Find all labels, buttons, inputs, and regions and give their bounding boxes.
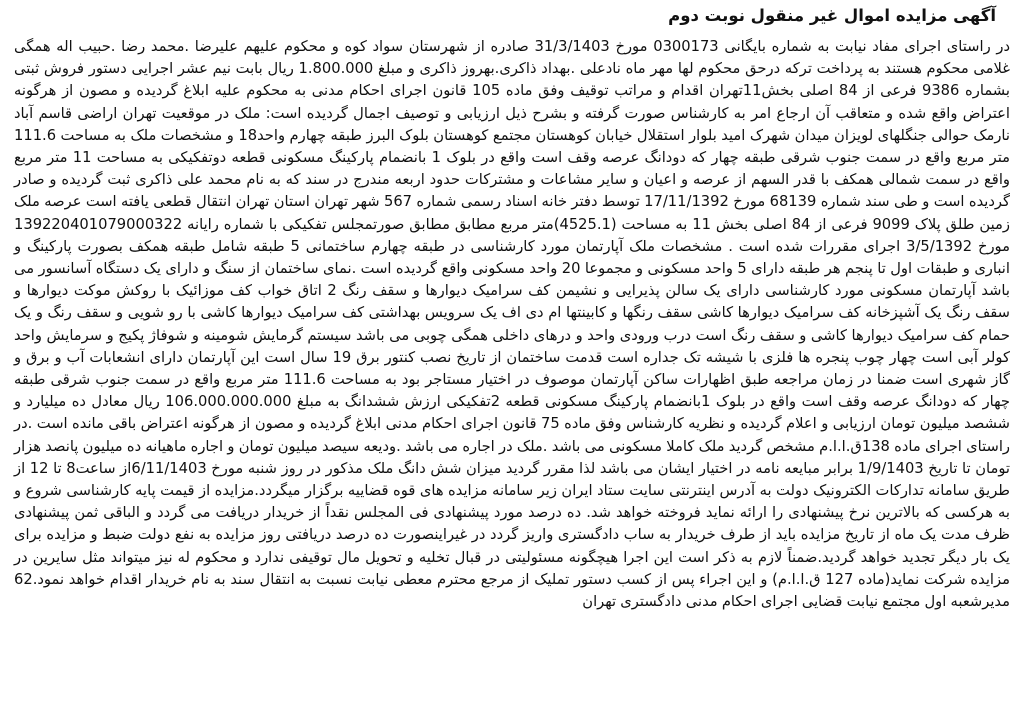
notice-body — [14, 36, 1010, 613]
notice-title: آگهی مزایده اموال غیر منقول نوبت دوم — [668, 6, 996, 25]
notice-body-paragraph: در راستای اجرای مفاد نیابت به شماره بایگانی 0300173 مورخ 31/3/1403 صادره از شهرستان سواد کوه و محکوم علیهم علیرضا .محمد رضا .حبیب اله همگی غلامی محکوم هستند به پرداخت ترکه درحق محکوم لها مهر ماه نادعلی .بهداد ذاکری.بهروز ذاکری و مبلغ 1.800.000 ریال بابت نیم عشر اجرایی دستور فروش ثبتی بشماره 9386 فرعی از 84 اصلی بخش11تهران اقدام و مراتب توقیف وفق ماده 105 قانون اجرای احکام مدنی به محکوم علیه ابلاغ گردیده و مصون از هرگونه اعتراض واقع شده و متعاقب آن ارجاع امر به کارشناس صورت گرفته و بشرح ذیل ارزیابی و توصیف اجمال گردیده است: ملک در موقعیت تهران اراضی قاسم آباد نارمک حوالی جنگلهای لویزان میدان شهرک امید بلوار استقلال خیابان کوهستان مجتمع کوهستان بلوک البرز طبقه چهارم واحد18 و مشخصات ملک به مساحت 111.6 متر مربع واقع در سمت جنوب شرقی طبقه چهار که دودانگ عرصه وقف است واقع در بلوک 1 بانضمام پارکینگ مسکونی قطعه دوتفکیکی به مساحت 11 متر مربع واقع در سمت شمالی همکف با قدر السهم از عرصه و اعیان و سایر مشاعات و مشترکات حدود اربعه مندرج در سند که به نام محمد علی ذاکری ثبت گردیده و صادر گردیده است و طی سند شماره 68139 مورخ 17/11/1392 توسط دفتر خانه اسناد رسمی شماره 567 شهر تهران استان تهران انتقال قطعی یافته است عرصه ملک زمین طلق پلاک 9099 فرعی از 84 اصلی بخش 11 به مساحت (4525.1)متر مربع مطابق مطابق صورتمجلس تفکیکی با شماره رایانه 139220401079000322 مورخ 3/5/1392 اجرای مقررات شده است . مشخصات ملک آپارتمان مورد کارشناسی در طبقه چهارم ساختمانی 5 طبقه شامل طبقه همکف بصورت پارکینگ و انباری و طبقات اول تا پنجم هر طبقه دارای 5 واحد مسکونی و مجموعا 20 واحد مسکونی واقع گردیده است .نمای ساختمان از سنگ و دارای یک دستگاه آسانسور می باشد آپارتمان مسکونی مورد کارشناسی دارای یک سالن پذیرایی و نشیمن کف سرامیک دیوارها و سقف رنگ 2 اتاق خواب کف موزائیک با روکش موکت دیوارها و سقف رنگ یک آشپزخانه کف سرامیک دیوارها کاشی سقف رنگها و کابینتها ام دی اف یک سرویس بهداشتی کف سرامیک دیوارها کاشی با رو شویی و سقف رنگ و یک حمام کف سرامیک دیوارها کاشی و سقف رنگ است درب ورودی واحد و درهای داخلی همگی چوبی می باشد سیستم گرمایش شومینه و شوفاژ پکیج و سرمایش واحد کولر آبی است چهار چوب پنجره ها فلزی با شیشه تک جداره است قدمت ساختمان از تاریخ نصب کنتور برق 19 سال است این آپارتمان دارای انشعابات آب و برق و گاز شهری است ضمنا در زمان مراجعه طبق اظهارات ساکن آپارتمان موصوف در اختیار مستاجر بود به مساحت 111.6 متر مربع واقع در سمت جنوب شرقی طبقه چهار که دودانگ عرصه وقف است واقع در بلوک 1بانضمام پارکینگ مسکونی قطعه 2تفکیکی ارزش ششدانگ به مبلغ 106.000.000.000 ریال معادل ده میلیارد و ششصد میلیون تومان ارزیابی و اعلام گردیده و نظریه کارشناس وفق ماده 75 قانون اجرای احکام مدنی ابلاغ گردیده و مصون از هرگونه اعتراض باقی مانده است .در راستای اجرای ماده 138ق.ا.ا.م مشخص گردید ملک کاملا مسکونی می باشد .ملک در اجاره می باشد .ودیعه سیصد میلیون تومان و اجاره ماهیانه ده میلیون پانصد هزار تومان تا تاریخ 1/9/1403 برابر مبایعه نامه در اختیار ایشان می باشد لذا مقرر گردید میزان شش دانگ ملک مذکور در روز شنبه مورخ 6/11/1403از ساعت8 تا 12 از طریق سامانه تدارکات الکترونیک دولت به آدرس اینترنتی سایت ستاد ایران زیر سامانه مزایده های قوه قضاییه برگزار میگردد.مزایده از قیمت پایه کارشناسی شروع و به هرکسی که بالاترین نرخ پیشنهادی را ارائه نماید فروخته خواهد شد. ده درصد مورد پیشنهادی فی المجلس نقداً از خریدار دریافت می گردد و الباقی ثمن پیشنهادی ظرف مدت یک ماه از تاریخ مزایده باید از طرف خریدار به ساب دادگستری واریز گردد در غیراینصورت ده درصد دریافتی روز مزایده به نفع دولت ضبط و مزایده برای یک بار دیگر تجدید خواهد گردید.ضمناً لازم به ذکر است این اجرا هیچگونه مسئولیتی در قبال تخلیه و تحویل مال توقیفی ندارد و محکوم له نیز میتواند مثل سایرین در مزایده شرکت نماید(ماده 127 ق.ا.ا.م) و این اجراء پس از کسب دستور تملیک از مرجع محترم معطی نیابت نسبت به انتقال سند به نام خریدار اقدام خواهد نمود.62 مدیرشعبه اول مجتمع نیابت قضایی اجرای احکام مدنی دادگستری تهران — [14, 38, 1011, 611]
